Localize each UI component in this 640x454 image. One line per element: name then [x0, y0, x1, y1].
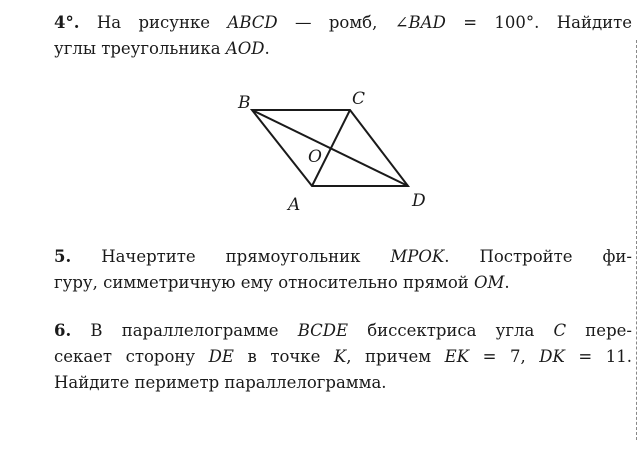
problem-5	[54, 244, 632, 296]
label-A: A	[288, 195, 301, 215]
var-K: K	[333, 347, 347, 366]
problem-5-line-2: гуру, симметричную ему относительно прямой OM.	[54, 273, 510, 292]
var-DE: DE	[208, 347, 234, 366]
problem-4-line-2: углы треугольника AOD.	[54, 39, 270, 58]
label-B: B	[238, 93, 251, 113]
problem-5-line-1: 5. Начертите прямоугольник MPOK. Постройте фи-	[54, 247, 632, 266]
problem-4-number: 4°.	[54, 13, 80, 32]
problem-4-line-1: 4°. На рисунке ABCD — ромб, ∠BAD = 100°. Найдите	[54, 13, 633, 32]
var-OM: OM	[474, 273, 505, 292]
problem-6	[54, 318, 632, 396]
problem-6-line-1: 6. В параллелограмме BCDE биссектриса угла C пере-	[54, 321, 632, 340]
var-AOD: AOD	[225, 39, 265, 58]
problem-6-number: 6.	[54, 321, 72, 340]
label-D: D	[412, 191, 426, 211]
rhombus-figure	[222, 78, 442, 218]
var-DK: DK	[539, 347, 565, 366]
page-edge-line	[636, 40, 637, 440]
label-C: C	[352, 89, 366, 109]
var-BAD: BAD	[408, 13, 446, 32]
problem-5-number: 5.	[54, 247, 72, 266]
problem-4	[54, 10, 632, 62]
var-C: C	[553, 321, 567, 340]
var-BCDE: BCDE	[297, 321, 349, 340]
problem-6-line-2: секает сторону DE в точке K, причем EK = 7, DK = 11.	[54, 347, 632, 366]
var-EK: EK	[444, 347, 470, 366]
var-ABCD: ABCD	[227, 13, 278, 32]
var-MPOK: MPOK	[390, 247, 445, 266]
label-O: O	[308, 147, 322, 167]
problem-6-line-3: Найдите периметр параллелограмма.	[54, 373, 387, 392]
